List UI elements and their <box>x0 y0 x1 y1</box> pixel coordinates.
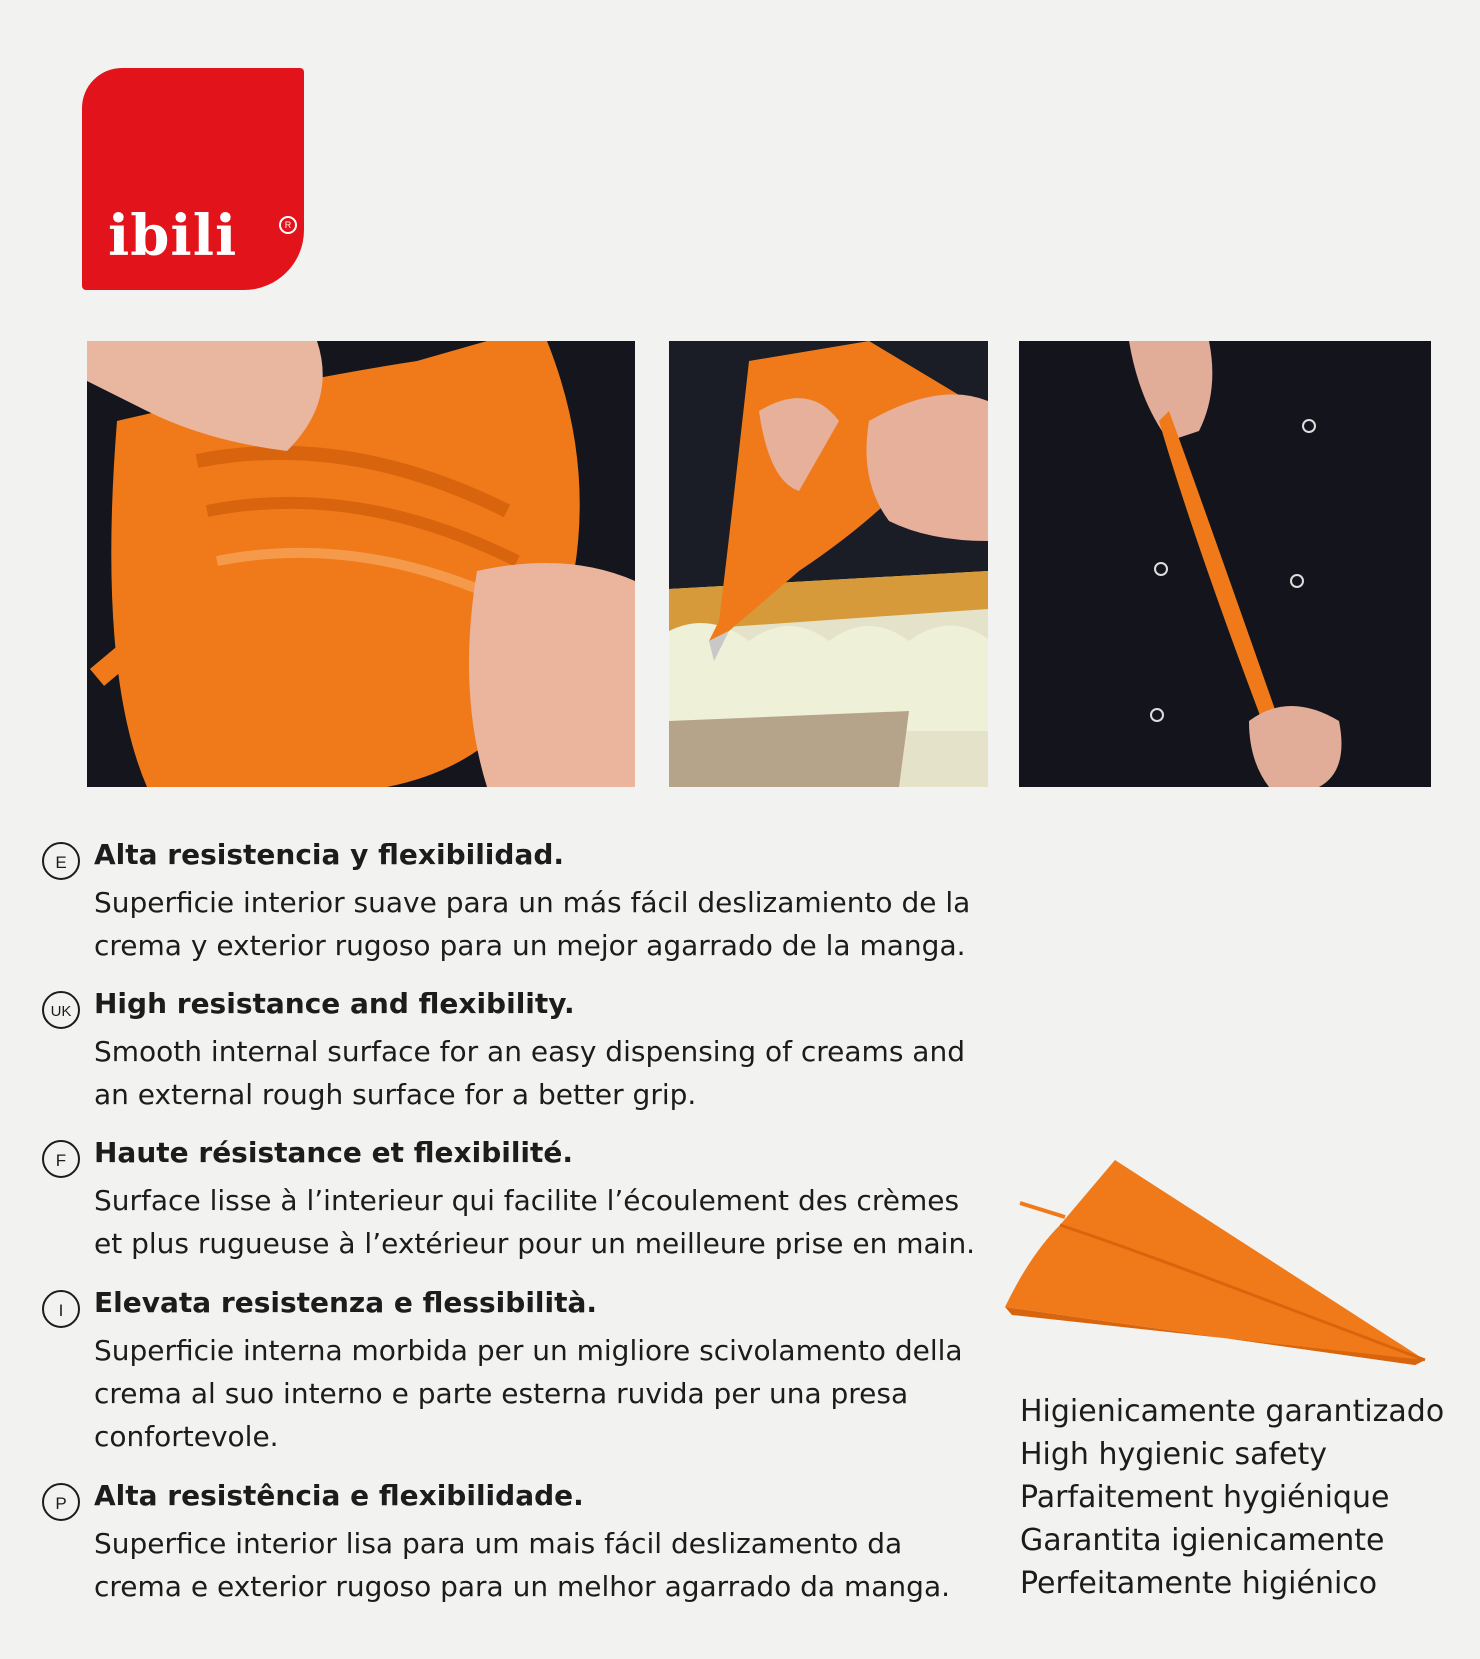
feature-description <box>94 1522 950 1608</box>
hygiene-line: Garantita igienicamente <box>1020 1523 1385 1558</box>
feature-title: Alta resistência e flexibilidade. <box>94 1479 584 1512</box>
piping-cream-photo <box>669 341 988 787</box>
feature-uk <box>42 987 982 1117</box>
description-line: Smooth internal surface for an easy dispensing of creams and <box>94 1035 965 1068</box>
hygiene-line: Parfaitement hygiénique <box>1020 1480 1390 1515</box>
feature-description <box>94 1179 975 1265</box>
description-line: crema y exterior rugoso para un mejor agarrado de la manga. <box>94 929 966 962</box>
registered-mark-icon: R <box>279 216 297 234</box>
description-line: crema e exterior rugoso para un melhor agarrado da manga. <box>94 1570 950 1603</box>
wringing-bag-photo <box>1019 341 1431 787</box>
logo-text: ibili <box>108 203 238 269</box>
description-line: Surface lisse à l’interieur qui facilite l’écoulement des crèmes <box>94 1184 960 1217</box>
language-badge: F <box>42 1140 80 1178</box>
description-line: an external rough surface for a better grip. <box>94 1078 697 1111</box>
feature-description <box>94 1329 963 1458</box>
feature-title: Alta resistencia y flexibilidad. <box>94 838 565 871</box>
description-line: Superficie interna morbida per un migliore scivolamento della <box>94 1334 963 1367</box>
description-line: Superfice interior lisa para um mais fácil deslizamento da <box>94 1527 903 1560</box>
description-line: et plus rugueuse à l’extérieur pour un meilleure prise en main. <box>94 1227 976 1260</box>
hygiene-list <box>1020 1390 1444 1605</box>
feature-es <box>42 838 982 968</box>
feature-description <box>94 1030 965 1116</box>
feature-fr <box>42 1136 982 1266</box>
language-badge: E <box>42 842 80 880</box>
hygiene-line: Perfeitamente higiénico <box>1020 1566 1378 1601</box>
language-badge: UK <box>42 991 80 1029</box>
feature-it <box>42 1286 982 1459</box>
description-line: confortevole. <box>94 1420 279 1453</box>
hygiene-line: High hygienic safety <box>1020 1437 1328 1472</box>
description-line: crema al suo interno e parte esterna ruvida per una presa <box>94 1377 909 1410</box>
feature-description <box>94 881 970 967</box>
language-badge: P <box>42 1483 80 1521</box>
stretching-bag-photo <box>87 341 635 787</box>
feature-title: High resistance and flexibility. <box>94 987 575 1020</box>
language-badge: I <box>42 1290 80 1328</box>
feature-title: Elevata resistenza e flessibilità. <box>94 1286 598 1319</box>
feature-title: Haute résistance et flexibilité. <box>94 1136 574 1169</box>
piping-bag-icon <box>1000 1155 1430 1379</box>
hygiene-line: Higienicamente garantizado <box>1020 1394 1445 1429</box>
description-line: Superficie interior suave para un más fácil deslizamiento de la <box>94 886 971 919</box>
feature-pt <box>42 1479 982 1609</box>
